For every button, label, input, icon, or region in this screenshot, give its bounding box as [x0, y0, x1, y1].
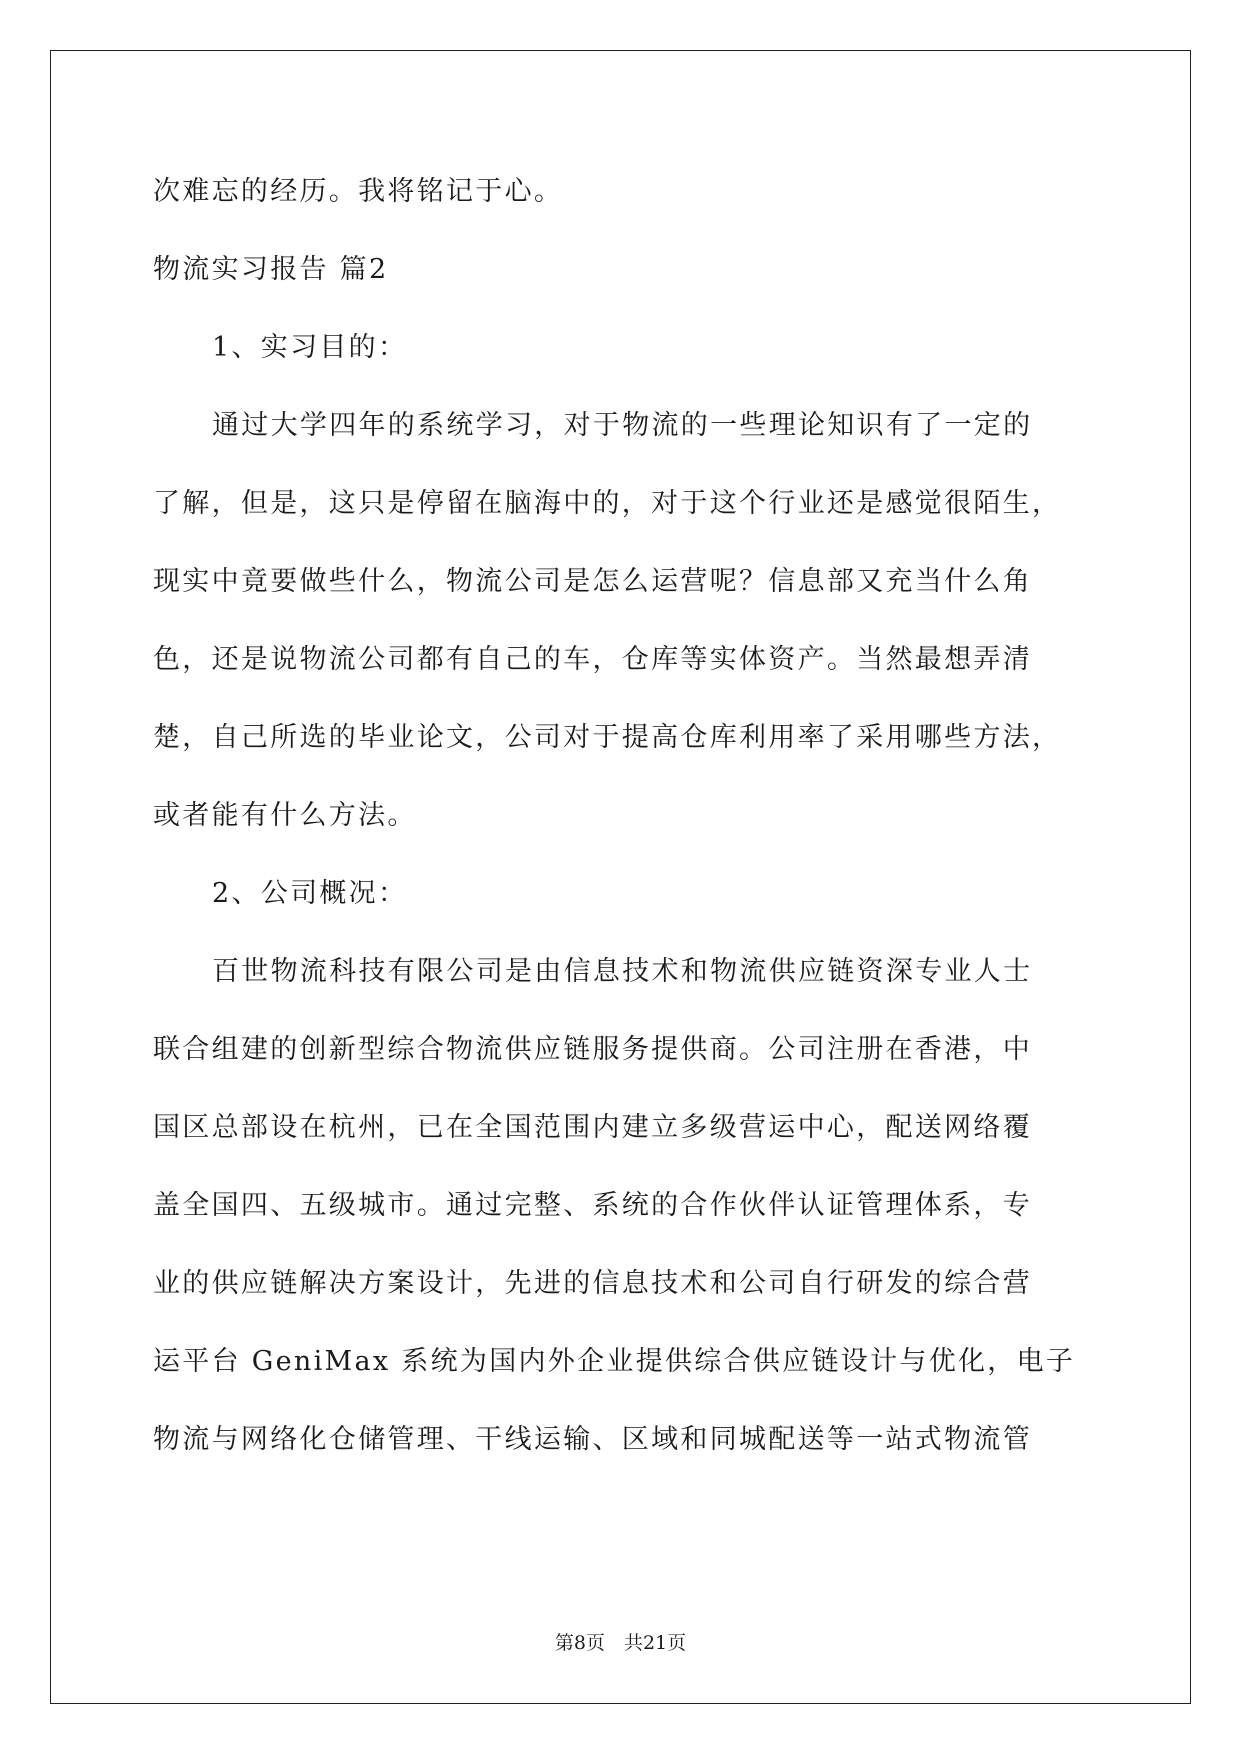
subheading-company: 2、公司概况：	[212, 878, 408, 909]
paragraph-line: 楚，自己所选的毕业论文，公司对于提高仓库利用率了采用哪些方法，	[153, 722, 1062, 753]
paragraph-line: 了解，但是，这只是停留在脑海中的，对于这个行业还是感觉很陌生，	[153, 488, 1062, 519]
section-heading: 物流实习报告 篇2	[153, 254, 389, 285]
paragraph-line: 通过大学四年的系统学习，对于物流的一些理论知识有了一定的	[212, 410, 1033, 441]
paragraph-line: 运平台 GeniMax 系统为国内外企业提供综合供应链设计与优化，电子	[153, 1346, 1076, 1377]
paragraph-line: 百世物流科技有限公司是由信息技术和物流供应链资深专业人士	[212, 956, 1033, 987]
paragraph-line: 国区总部设在杭州，已在全国范围内建立多级营运中心，配送网络覆	[153, 1112, 1032, 1143]
paragraph-line: 现实中竟要做些什么，物流公司是怎么运营呢？信息部又充当什么角	[153, 566, 1032, 597]
paragraph-line: 或者能有什么方法。	[153, 800, 417, 831]
paragraph-line: 业的供应链解决方案设计，先进的信息技术和公司自行研发的综合营	[153, 1268, 1032, 1299]
paragraph-line: 盖全国四、五级城市。通过完整、系统的合作伙伴认证管理体系，专	[153, 1190, 1032, 1221]
page-number-footer: 第8页 共21页	[554, 1632, 687, 1654]
paragraph-line: 联合组建的创新型综合物流供应链服务提供商。公司注册在香港，中	[153, 1034, 1032, 1065]
paragraph-line: 物流与网络化仓储管理、干线运输、区域和同城配送等一站式物流管	[153, 1424, 1032, 1455]
subheading-purpose: 1、实习目的：	[212, 332, 408, 363]
paragraph-line: 色，还是说物流公司都有自己的车，仓库等实体资产。当然最想弄清	[153, 644, 1032, 675]
paragraph-continuation-line: 次难忘的经历。我将铭记于心。	[153, 176, 564, 207]
